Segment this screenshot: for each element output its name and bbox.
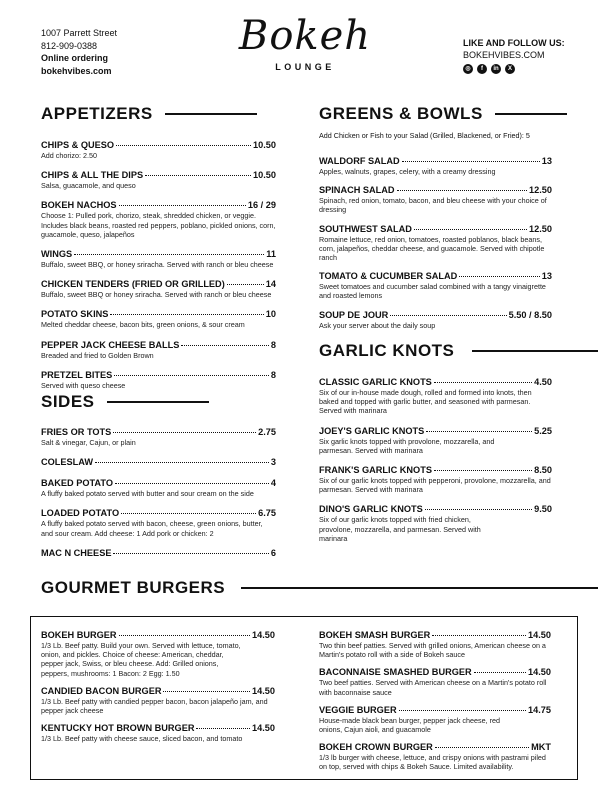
follow-block: [463, 37, 565, 74]
section-rule: [107, 401, 209, 403]
website-link[interactable]: bokehvibes.com: [41, 65, 112, 76]
item-price: 14.50: [252, 723, 275, 734]
appetizers-title: APPETIZERS: [41, 104, 153, 123]
menu-item: [41, 723, 275, 743]
menu-item: [41, 508, 276, 537]
item-description: Sweet tomatoes and cucumber salad combined with a tangy vinaigrette and roasted lemons: [319, 282, 546, 301]
menu-item: [41, 140, 276, 160]
item-price: 10.50: [253, 170, 276, 181]
menu-item: [41, 370, 276, 390]
menu-item: [41, 630, 275, 678]
item-name: FRIES OR TOTS: [41, 427, 112, 437]
menu-item: [319, 504, 552, 543]
item-description: Six garlic knots topped with provolone, mozzarella, and parmesan. Served with marinara: [319, 436, 495, 455]
follow-site[interactable]: BOKEHVIBES.COM: [463, 50, 545, 60]
item-name: SOUTHWEST SALAD: [319, 223, 412, 234]
item-description: Salsa, guacamole, and queso: [41, 181, 136, 191]
item-price: 8: [270, 369, 276, 380]
burgers-header: [41, 578, 598, 598]
item-price: 2.75: [258, 427, 276, 437]
item-description: Choose 1: Pulled pork, chorizo, steak, shredded chicken, or veggie. Includes black beans, roasted red peppers, poblano, pickled onions, corn, guacamole, queso, jalapeños: [41, 211, 276, 239]
item-name: BOKEH BURGER: [41, 630, 117, 640]
menu-item: [319, 705, 551, 734]
item-name: TOMATO & CUCUMBER SALAD: [319, 271, 458, 282]
burgers-right-list: [319, 630, 551, 772]
section-rule: [165, 113, 257, 115]
item-name: KENTUCKY HOT BROWN BURGER: [41, 723, 195, 734]
item-description: Breaded and fried to Golden Brown: [41, 350, 154, 360]
item-price: MKT: [531, 742, 551, 753]
phone[interactable]: 812-909-0388: [41, 40, 98, 51]
greens-title: GREENS & BOWLS: [319, 104, 483, 123]
item-price: 9.50: [534, 504, 552, 515]
item-description: Buffalo, sweet BBQ, or honey sriracha. Served with ranch or bleu cheese: [41, 260, 274, 270]
item-name: PRETZEL BITES: [41, 369, 113, 380]
menu-item: [319, 224, 552, 263]
section-rule: [495, 113, 567, 115]
item-description: Two thin beef patties. Served with grilled onions, American cheese on a Martin's potato roll with a side of Bokeh sauce: [319, 641, 546, 660]
item-price: 5.50 / 8.50: [508, 309, 552, 320]
item-name: LOADED POTATO: [41, 508, 120, 519]
item-description: Apples, walnuts, grapes, celery, with a creamy dressing: [319, 167, 496, 176]
item-description: Add chorizo: 2.50: [41, 151, 97, 160]
menu-item: [41, 170, 276, 190]
item-price: 6: [270, 547, 276, 558]
menu-item: [41, 279, 276, 299]
sides-header: [41, 392, 209, 412]
item-price: 14.50: [528, 667, 551, 678]
item-description: Served with queso cheese: [41, 380, 126, 390]
contact-block: [41, 27, 117, 77]
social-icons: [463, 64, 565, 74]
menu-item: [41, 478, 276, 498]
item-price: 12.50: [529, 185, 552, 196]
item-description: Ask your server about the daily soup: [319, 320, 436, 330]
item-name: DINO'S GARLIC KNOTS: [319, 504, 423, 515]
item-description: Six of our in-house made dough, rolled and formed into knots, then baked and topped with garlic butter, and seasoned with parmesan. Served with marinara: [319, 388, 532, 416]
item-name: FRANK'S GARLIC KNOTS: [319, 465, 432, 476]
item-price: 4.50: [534, 377, 552, 387]
menu-item: [319, 426, 552, 455]
section-rule: [241, 587, 598, 589]
item-name: CANDIED BACON BURGER: [41, 685, 162, 696]
item-description: A fluffy baked potato served with bacon, cheese, green onions, butter, and sour cream. Add cheese: 1 Add pork or chicken: 2: [41, 519, 263, 538]
item-name: WINGS: [41, 249, 73, 260]
item-price: 12.50: [529, 223, 552, 234]
item-price: 11: [266, 249, 276, 260]
item-name: WALDORF SALAD: [319, 156, 400, 166]
menu-item: [41, 427, 276, 447]
item-price: 3: [270, 457, 276, 468]
item-name: CHIPS & ALL THE DIPS: [41, 170, 144, 181]
item-name: VEGGIE BURGER: [319, 704, 397, 715]
item-name: CHIPS & QUESO: [41, 140, 115, 150]
sides-title: SIDES: [41, 392, 95, 411]
facebook-icon[interactable]: f: [477, 64, 487, 74]
menu-item: [41, 309, 276, 329]
greens-note: Add Chicken or Fish to your Salad (Grilled, Blackened, or Fried): 5: [319, 131, 530, 140]
logo: [230, 8, 380, 88]
logo-script: Bokeh: [238, 13, 372, 59]
item-description: Two beef patties. Served with American cheese on a Martin's potato roll with baconnaise sauce: [319, 678, 547, 697]
item-name: BACONNAISE SMASHED BURGER: [319, 667, 472, 678]
item-name: MAC N CHEESE: [41, 547, 112, 558]
menu-item: [319, 667, 551, 696]
item-description: 1/3 lb burger with cheese, lettuce, and crispy onions with pastrami piled on top, served with chips & Bokeh Sauce. Limited availability.: [319, 753, 546, 772]
menu-item: [41, 200, 276, 239]
item-description: Romaine lettuce, red onion, tomatoes, roasted poblanos, black beans, corn, jalapeños, cheddar cheese, and guacamole. Served with chipotle ranch: [319, 234, 545, 263]
item-price: 14.50: [252, 630, 275, 640]
appetizers-header: [41, 104, 257, 124]
menu-item: [319, 310, 552, 330]
item-name: COLESLAW: [41, 457, 94, 468]
menu-item: [41, 548, 276, 559]
menu-item: [319, 271, 552, 300]
greens-list: [319, 156, 552, 330]
menu-item: [319, 185, 552, 214]
item-description: Buffalo, sweet BBQ or honey sriracha. Served with ranch or bleu cheese: [41, 290, 272, 300]
knots-header: [319, 341, 598, 361]
item-name: BOKEH CROWN BURGER: [319, 742, 433, 753]
knots-list: [319, 377, 552, 543]
menu-item: [319, 156, 552, 176]
item-description: 1/3 Lb. Beef patty. Build your own. Served with lettuce, tomato, onion, and pickles. Choice of cheese: American, cheddar, pepper jack, Swiss, or bleu cheese. Add: Grilled onions, peppers, mushrooms: 1 Bacon: 2 Egg: 1.50: [41, 641, 241, 678]
item-price: 14.75: [528, 704, 551, 715]
item-name: PEPPER JACK CHEESE BALLS: [41, 339, 180, 350]
item-description: Salt & vinegar, Cajun, or plain: [41, 438, 136, 447]
item-price: 14: [265, 279, 276, 290]
menu-item: [41, 457, 276, 468]
knots-title: GARLIC KNOTS: [319, 341, 455, 360]
logo-subtitle: LOUNGE: [275, 62, 335, 72]
item-name: POTATO SKINS: [41, 309, 109, 320]
sides-list: [41, 427, 276, 559]
item-description: Melted cheddar cheese, bacon bits, green onions, & sour cream: [41, 320, 245, 330]
menu-item: [41, 686, 275, 715]
instagram-icon[interactable]: ◎: [463, 64, 473, 74]
item-price: 8.50: [534, 465, 552, 476]
menu-item: [319, 742, 551, 771]
menu-item: [41, 249, 276, 269]
menu-item: [319, 465, 552, 494]
item-name: CLASSIC GARLIC KNOTS: [319, 377, 432, 387]
menu-item: [319, 377, 552, 416]
item-description: Six of our garlic knots topped with fried chicken, provolone, mozzarella, and parmesan. Served with marinara: [319, 515, 481, 543]
item-description: Six of our garlic knots topped with pepperoni, provolone, mozzarella, and parmesan. Served with marinara: [319, 476, 551, 495]
item-price: 13: [541, 156, 552, 166]
menu-item: [41, 340, 276, 360]
item-name: SOUP DE JOUR: [319, 309, 389, 320]
item-price: 8: [270, 339, 276, 350]
item-description: House-made black bean burger, pepper jack cheese, red onions, Cajun aioli, and guacamole: [319, 715, 500, 735]
item-price: 4: [270, 478, 276, 489]
burgers-title: GOURMET BURGERS: [41, 578, 226, 597]
online-ordering-link[interactable]: Online ordering: [41, 53, 109, 64]
follow-title: LIKE AND FOLLOW US:: [463, 38, 565, 48]
item-description: Spinach, red onion, tomato, bacon, and bleu cheese with your choice of dressing: [319, 196, 547, 215]
item-description: A fluffy baked potato served with butter and sour cream on the side: [41, 489, 254, 499]
x-icon[interactable]: X: [505, 64, 515, 74]
item-name: JOEY'S GARLIC KNOTS: [319, 425, 425, 436]
section-rule: [472, 350, 598, 352]
item-name: BOKEH NACHOS: [41, 200, 117, 211]
item-price: 5.25: [534, 425, 552, 436]
item-price: 14.50: [528, 630, 551, 640]
item-description: 1/3 Lb. Beef patty with candied pepper bacon, bacon jalapeño jam, and pepper jack cheese: [41, 696, 268, 716]
item-description: 1/3 Lb. Beef patty with cheese sauce, sliced bacon, and tomato: [41, 734, 243, 744]
item-price: 13: [541, 271, 552, 282]
item-name: CHICKEN TENDERS (FRIED OR GRILLED): [41, 279, 225, 290]
greens-header: [319, 104, 567, 124]
item-price: 16 / 29: [247, 200, 276, 211]
menu-item: [319, 630, 551, 659]
item-name: BOKEH SMASH BURGER: [319, 630, 431, 640]
burgers-left-list: [41, 630, 275, 743]
item-name: SPINACH SALAD: [319, 185, 395, 196]
item-price: 6.75: [258, 508, 276, 519]
item-price: 14.50: [252, 685, 275, 696]
item-price: 10.50: [253, 140, 276, 150]
linkedin-icon[interactable]: in: [491, 64, 501, 74]
item-name: BAKED POTATO: [41, 478, 113, 489]
item-price: 10: [265, 309, 276, 320]
appetizers-list: [41, 140, 276, 390]
address: 1007 Parrett Street: [41, 28, 118, 38]
